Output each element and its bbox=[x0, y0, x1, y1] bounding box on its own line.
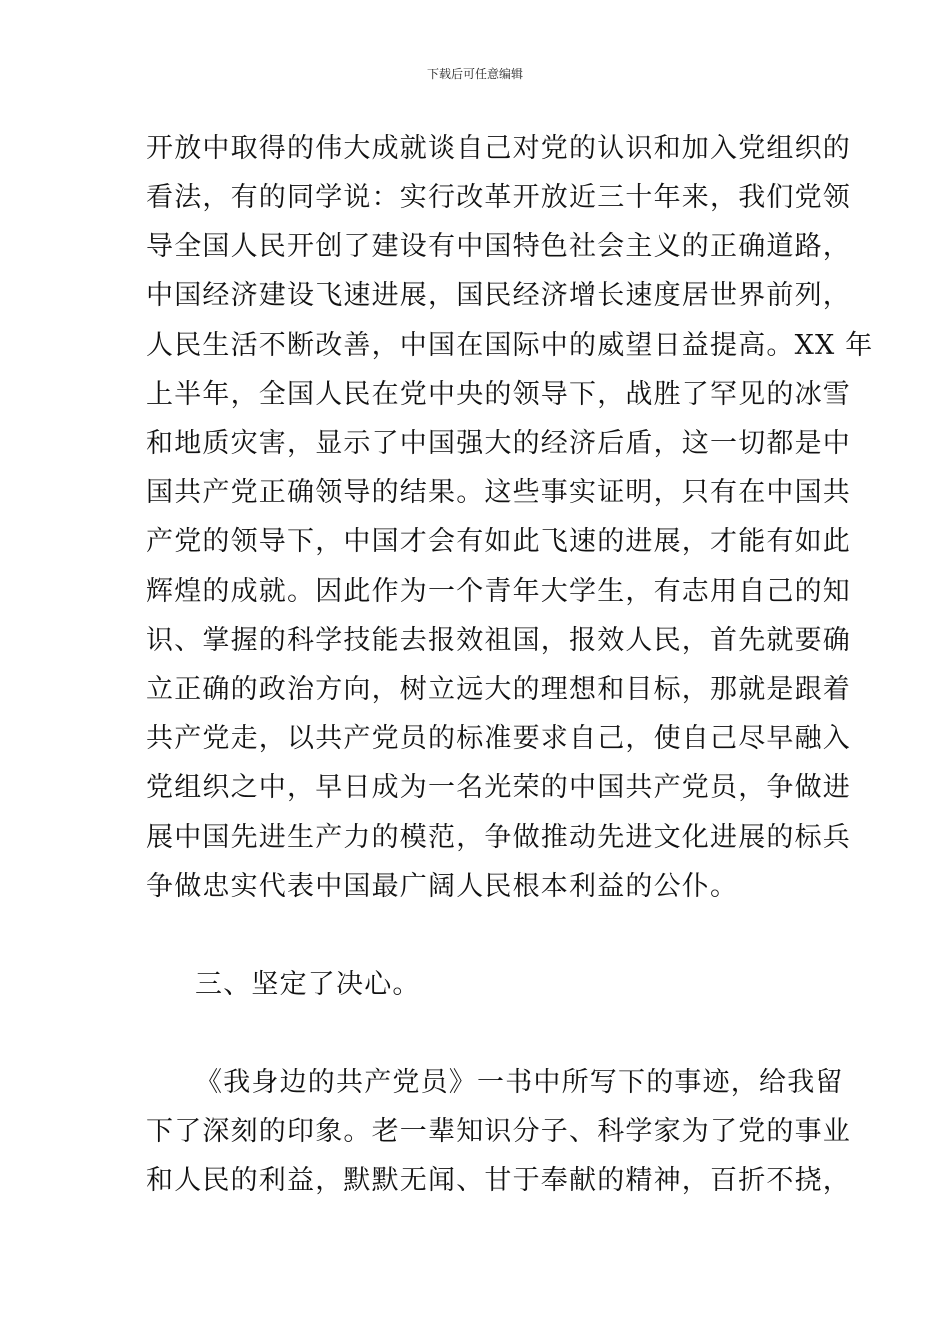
paragraph-line: 共产党走，以共产党员的标准要求自己，使自己尽早融入 bbox=[146, 723, 851, 754]
paragraph-line: 党组织之中，早日成为一名光荣的中国共产党员，争做进 bbox=[146, 772, 851, 803]
page-header: 下载后可任意编辑 bbox=[426, 67, 523, 81]
paragraph-line: 展中国先进生产力的模范，争做推动先进文化进展的标兵 bbox=[146, 822, 851, 853]
paragraph-line: 立正确的政治方向，树立远大的理想和目标，那就是跟着 bbox=[146, 674, 851, 705]
paragraph-line: 争做忠实代表中国最广阔人民根本利益的公仆。 bbox=[146, 871, 739, 902]
section-heading: 三、坚定了决心。 bbox=[195, 969, 421, 1000]
paragraph-line: 中国经济建设飞速进展，国民经济增长速度居世界前列， bbox=[146, 280, 851, 311]
paragraph-line: 开放中取得的伟大成就谈自己对党的认识和加入党组织的 bbox=[146, 133, 851, 164]
paragraph-line: 识、掌握的科学技能去报效祖国，报效人民，首先就要确 bbox=[146, 625, 851, 656]
paragraph-line: 上半年，全国人民在党中央的领导下，战胜了罕见的冰雪 bbox=[146, 379, 851, 410]
paragraph-line: 产党的领导下，中国才会有如此飞速的进展，才能有如此 bbox=[146, 526, 851, 557]
paragraph-line: 《我身边的共产党员》一书中所写下的事迹，给我留 bbox=[195, 1067, 844, 1098]
paragraph-line: 国共产党正确领导的结果。这些事实证明，只有在中国共 bbox=[146, 477, 851, 508]
paragraph-line: 人民生活不断改善，中国在国际中的威望日益提高。XX 年 bbox=[146, 330, 874, 361]
paragraph-line: 和地质灾害，显示了中国强大的经济后盾，这一切都是中 bbox=[146, 428, 851, 459]
paragraph-line: 导全国人民开创了建设有中国特色社会主义的正确道路， bbox=[146, 231, 851, 262]
paragraph-line: 下了深刻的印象。老一辈知识分子、科学家为了党的事业 bbox=[146, 1116, 851, 1147]
paragraph-line: 看法，有的同学说：实行改革开放近三十年来，我们党领 bbox=[146, 182, 851, 213]
paragraph-line: 辉煌的成就。因此作为一个青年大学生，有志用自己的知 bbox=[146, 576, 851, 607]
paragraph-line: 和人民的利益，默默无闻、甘于奉献的精神，百折不挠， bbox=[146, 1165, 851, 1196]
